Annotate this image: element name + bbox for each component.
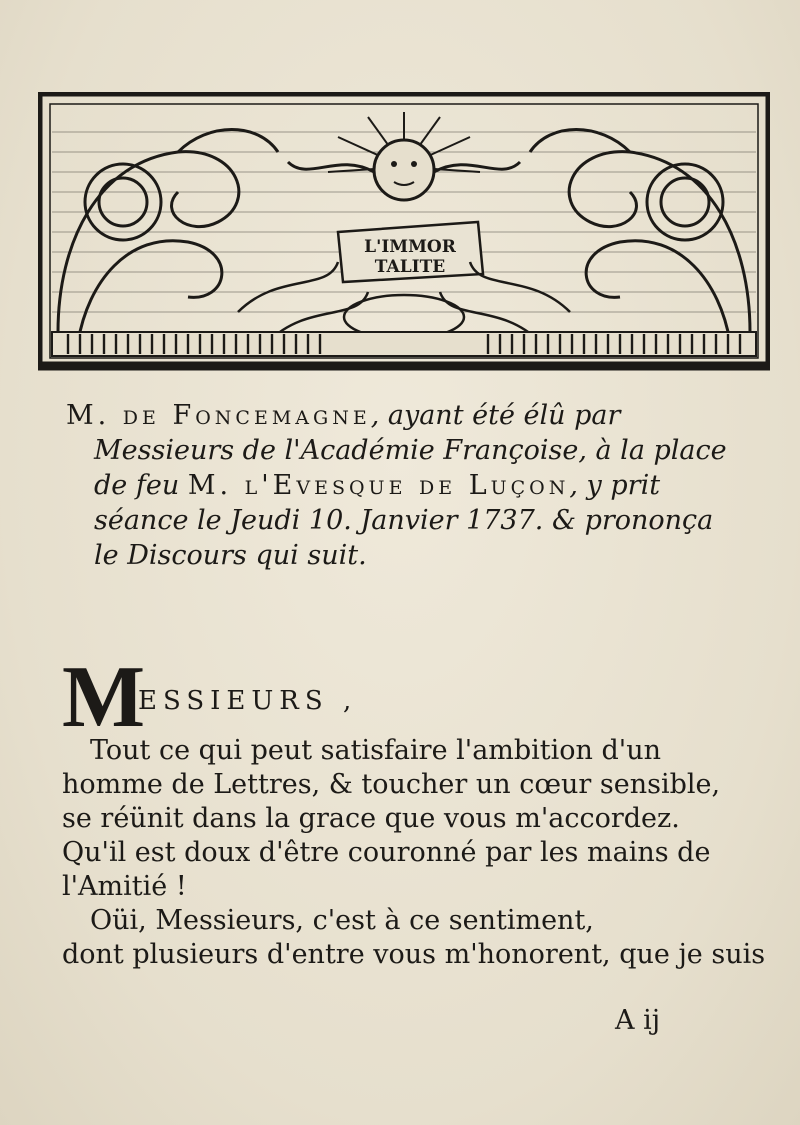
intro-line-5: le Discours qui suit. — [94, 540, 367, 571]
body-line: homme de Lettres, & toucher un cœur sensible, — [62, 769, 721, 800]
body-line: l'Amitié ! — [62, 871, 187, 902]
salutation-text: ESSIEURS , — [138, 686, 358, 716]
intro-line-4: séance le Jeudi 10. Janvier 1737. & prononça — [94, 505, 714, 536]
body-line: dont plusieurs d'entre vous m'honorent, que je suis — [62, 939, 766, 970]
intro-line-1: M. de Foncemagne, ayant été élû par — [66, 400, 621, 431]
drop-cap-letter: M — [62, 649, 146, 746]
body-paragraphs — [62, 734, 764, 972]
page-signature-mark: A ij — [615, 1005, 661, 1036]
banner-text-line2: TALITE — [374, 257, 446, 277]
intro-line-2: Messieurs de l'Académie Françoise, à la place — [94, 435, 727, 466]
body-line: Qu'il est doux d'être couronné par les mains de — [62, 837, 711, 868]
body-line: Tout ce qui peut satisfaire l'ambition d'un — [90, 735, 662, 766]
banner-text-line1: L'IMMOR — [364, 237, 456, 257]
body-line: Oüi, Messieurs, c'est à ce sentiment, — [90, 905, 594, 936]
body-line: se réünit dans la grace que vous m'accordez. — [62, 803, 680, 834]
intro-paragraph — [66, 398, 766, 573]
ornamental-headpiece — [38, 92, 770, 372]
salutation-heading — [62, 649, 762, 746]
intro-line-3: de feu M. l'Evesque de Luçon, y prit — [94, 470, 661, 501]
